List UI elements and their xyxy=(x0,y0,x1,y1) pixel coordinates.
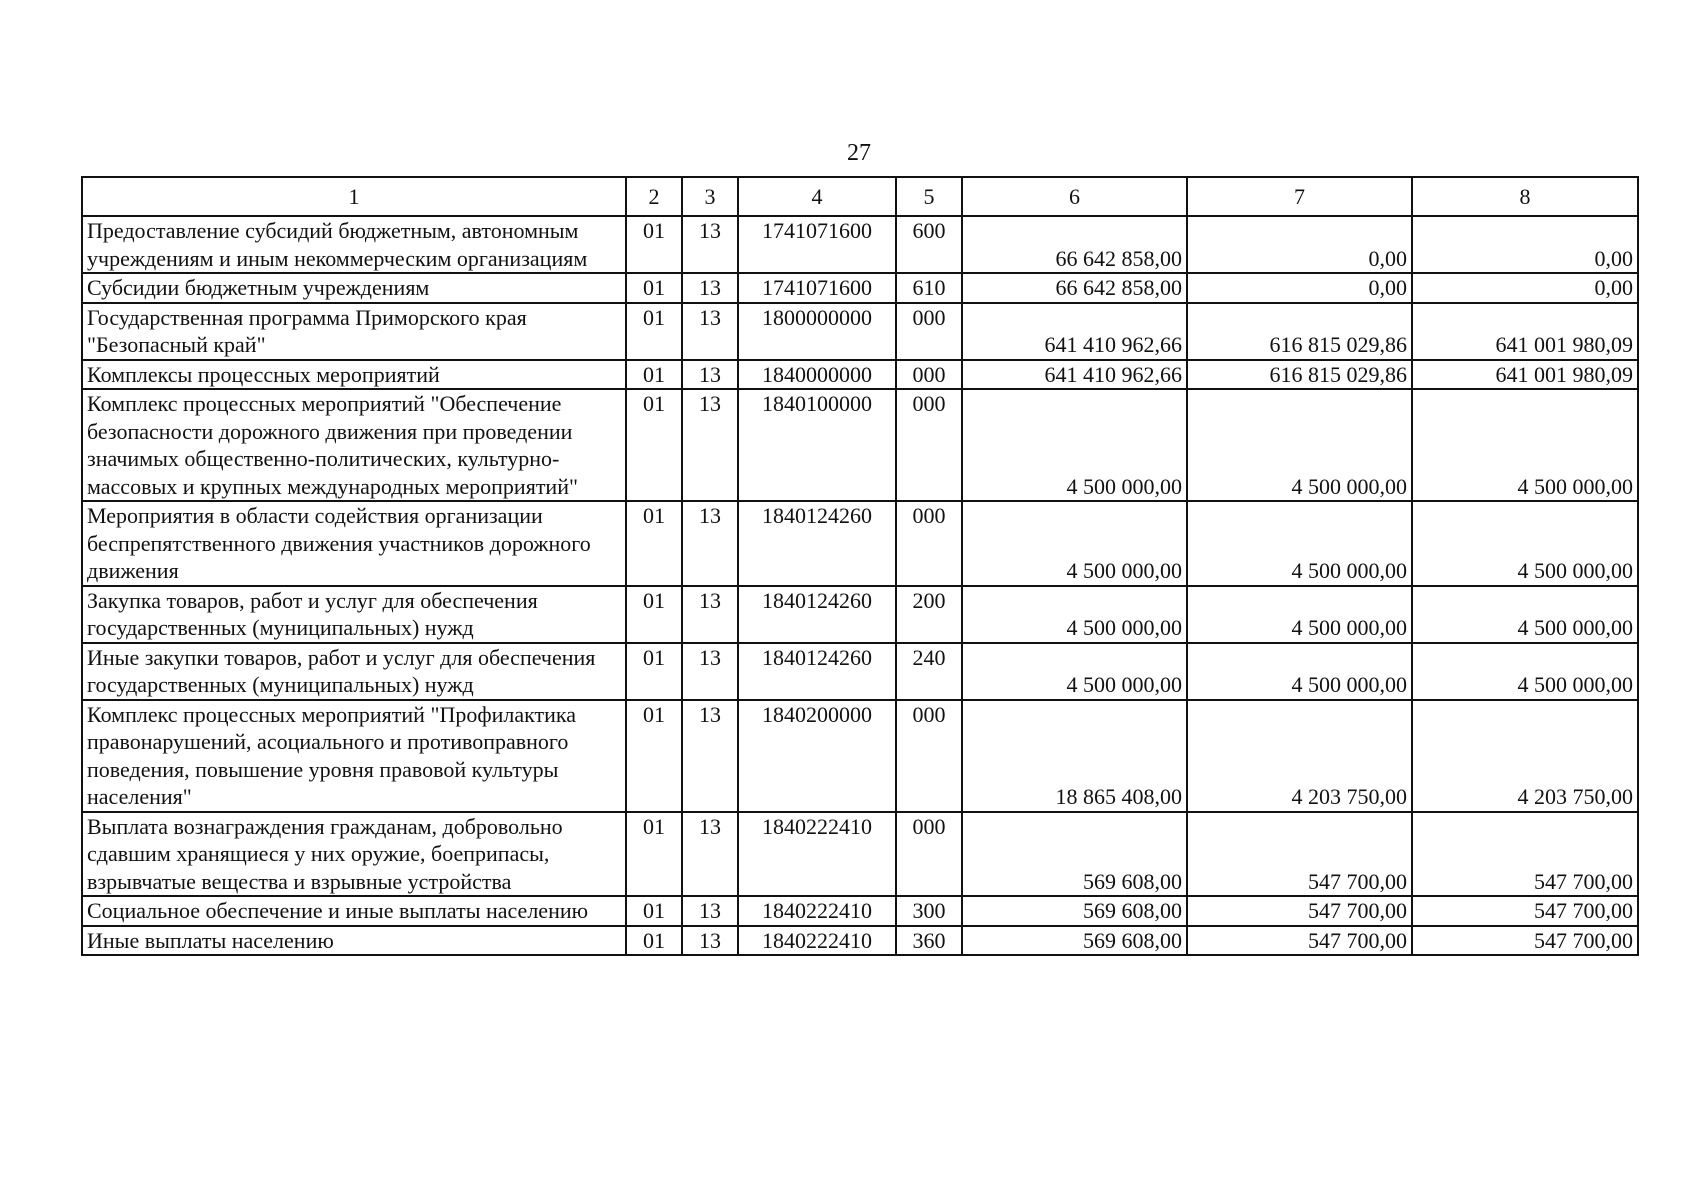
target-article-code: 1800000000 xyxy=(738,303,896,360)
section-code: 01 xyxy=(626,389,682,501)
amount-col-8: 0,00 xyxy=(1412,216,1638,273)
amount-col-8: 547 700,00 xyxy=(1412,926,1638,956)
table-row xyxy=(82,360,1638,390)
amount-col-8: 547 700,00 xyxy=(1412,812,1638,897)
subsection-code: 13 xyxy=(682,700,738,812)
amount-col-8: 547 700,00 xyxy=(1412,896,1638,926)
amount-col-6: 66 642 858,00 xyxy=(962,216,1187,273)
line-item-name: Иные выплаты населению xyxy=(82,926,626,956)
line-item-name: Предоставление субсидий бюджетным, автономным учреждениям и иным некоммерческим организациям xyxy=(82,216,626,273)
section-code: 01 xyxy=(626,643,682,700)
amount-col-7: 547 700,00 xyxy=(1187,896,1412,926)
section-code: 01 xyxy=(626,586,682,643)
target-article-code: 1840124260 xyxy=(738,643,896,700)
expense-type-code: 300 xyxy=(896,896,962,926)
expense-type-code: 000 xyxy=(896,360,962,390)
section-code: 01 xyxy=(626,926,682,956)
line-item-name: Иные закупки товаров, работ и услуг для обеспечения государственных (муниципальных) нужд xyxy=(82,643,626,700)
table-row xyxy=(82,216,1638,273)
section-code: 01 xyxy=(626,360,682,390)
expense-type-code: 000 xyxy=(896,501,962,586)
expense-type-code: 610 xyxy=(896,273,962,303)
line-item-name: Закупка товаров, работ и услуг для обеспечения государственных (муниципальных) нужд xyxy=(82,586,626,643)
expense-type-code: 360 xyxy=(896,926,962,956)
header-row xyxy=(82,177,1638,216)
page-number: 27 xyxy=(847,140,871,166)
column-header: 3 xyxy=(682,177,738,216)
subsection-code: 13 xyxy=(682,643,738,700)
table-row xyxy=(82,812,1638,897)
expense-type-code: 240 xyxy=(896,643,962,700)
table-row xyxy=(82,926,1638,956)
subsection-code: 13 xyxy=(682,216,738,273)
amount-col-6: 4 500 000,00 xyxy=(962,389,1187,501)
amount-col-7: 4 500 000,00 xyxy=(1187,586,1412,643)
amount-col-6: 4 500 000,00 xyxy=(962,501,1187,586)
line-item-name: Комплекс процессных мероприятий "Профилактика правонарушений, асоциального и противоправного поведения, повышение уровня правовой культуры населения" xyxy=(82,700,626,812)
amount-col-6: 569 608,00 xyxy=(962,926,1187,956)
amount-col-8: 4 500 000,00 xyxy=(1412,586,1638,643)
subsection-code: 13 xyxy=(682,586,738,643)
table-row xyxy=(82,586,1638,643)
amount-col-6: 4 500 000,00 xyxy=(962,586,1187,643)
expense-type-code: 000 xyxy=(896,389,962,501)
line-item-name: Государственная программа Приморского края "Безопасный край" xyxy=(82,303,626,360)
subsection-code: 13 xyxy=(682,360,738,390)
section-code: 01 xyxy=(626,896,682,926)
column-header: 1 xyxy=(82,177,626,216)
amount-col-7: 616 815 029,86 xyxy=(1187,360,1412,390)
table-row xyxy=(82,896,1638,926)
amount-col-7: 0,00 xyxy=(1187,273,1412,303)
subsection-code: 13 xyxy=(682,501,738,586)
target-article-code: 1840000000 xyxy=(738,360,896,390)
subsection-code: 13 xyxy=(682,273,738,303)
amount-col-6: 641 410 962,66 xyxy=(962,360,1187,390)
amount-col-8: 641 001 980,09 xyxy=(1412,360,1638,390)
section-code: 01 xyxy=(626,700,682,812)
amount-col-8: 0,00 xyxy=(1412,273,1638,303)
subsection-code: 13 xyxy=(682,896,738,926)
line-item-name: Социальное обеспечение и иные выплаты населению xyxy=(82,896,626,926)
amount-col-8: 4 203 750,00 xyxy=(1412,700,1638,812)
section-code: 01 xyxy=(626,303,682,360)
target-article-code: 1840222410 xyxy=(738,926,896,956)
column-header: 4 xyxy=(738,177,896,216)
amount-col-6: 66 642 858,00 xyxy=(962,273,1187,303)
expense-type-code: 000 xyxy=(896,303,962,360)
line-item-name: Комплексы процессных мероприятий xyxy=(82,360,626,390)
target-article-code: 1741071600 xyxy=(738,216,896,273)
amount-col-7: 0,00 xyxy=(1187,216,1412,273)
amount-col-8: 4 500 000,00 xyxy=(1412,389,1638,501)
table-row xyxy=(82,273,1638,303)
target-article-code: 1840200000 xyxy=(738,700,896,812)
amount-col-7: 547 700,00 xyxy=(1187,812,1412,897)
target-article-code: 1840222410 xyxy=(738,896,896,926)
expense-type-code: 600 xyxy=(896,216,962,273)
line-item-name: Субсидии бюджетным учреждениям xyxy=(82,273,626,303)
table-row xyxy=(82,700,1638,812)
expense-type-code: 000 xyxy=(896,700,962,812)
subsection-code: 13 xyxy=(682,812,738,897)
amount-col-8: 4 500 000,00 xyxy=(1412,501,1638,586)
table-row xyxy=(82,389,1638,501)
section-code: 01 xyxy=(626,812,682,897)
column-header: 7 xyxy=(1187,177,1412,216)
subsection-code: 13 xyxy=(682,303,738,360)
expense-type-code: 000 xyxy=(896,812,962,897)
amount-col-7: 4 500 000,00 xyxy=(1187,501,1412,586)
section-code: 01 xyxy=(626,501,682,586)
subsection-code: 13 xyxy=(682,389,738,501)
amount-col-6: 641 410 962,66 xyxy=(962,303,1187,360)
line-item-name: Мероприятия в области содействия организации беспрепятственного движения участников дорожного движения xyxy=(82,501,626,586)
amount-col-8: 641 001 980,09 xyxy=(1412,303,1638,360)
amount-col-6: 569 608,00 xyxy=(962,896,1187,926)
target-article-code: 1840222410 xyxy=(738,812,896,897)
section-code: 01 xyxy=(626,273,682,303)
amount-col-7: 4 500 000,00 xyxy=(1187,643,1412,700)
amount-col-6: 18 865 408,00 xyxy=(962,700,1187,812)
amount-col-7: 616 815 029,86 xyxy=(1187,303,1412,360)
target-article-code: 1840124260 xyxy=(738,586,896,643)
target-article-code: 1741071600 xyxy=(738,273,896,303)
amount-col-7: 4 500 000,00 xyxy=(1187,389,1412,501)
budget-table xyxy=(81,176,1639,956)
table-row xyxy=(82,303,1638,360)
target-article-code: 1840124260 xyxy=(738,501,896,586)
amount-col-7: 4 203 750,00 xyxy=(1187,700,1412,812)
amount-col-6: 569 608,00 xyxy=(962,812,1187,897)
column-header: 5 xyxy=(896,177,962,216)
expense-type-code: 200 xyxy=(896,586,962,643)
line-item-name: Комплекс процессных мероприятий "Обеспечение безопасности дорожного движения при проведении значимых общественно-политических, культурно-массовых и крупных международных мероприятий" xyxy=(82,389,626,501)
subsection-code: 13 xyxy=(682,926,738,956)
column-header: 8 xyxy=(1412,177,1638,216)
column-header: 6 xyxy=(962,177,1187,216)
table-row xyxy=(82,643,1638,700)
amount-col-7: 547 700,00 xyxy=(1187,926,1412,956)
line-item-name: Выплата вознаграждения гражданам, добровольно сдавшим хранящиеся у них оружие, боеприпасы, взрывчатые вещества и взрывные устройства xyxy=(82,812,626,897)
amount-col-6: 4 500 000,00 xyxy=(962,643,1187,700)
column-header: 2 xyxy=(626,177,682,216)
section-code: 01 xyxy=(626,216,682,273)
table-row xyxy=(82,501,1638,586)
amount-col-8: 4 500 000,00 xyxy=(1412,643,1638,700)
target-article-code: 1840100000 xyxy=(738,389,896,501)
